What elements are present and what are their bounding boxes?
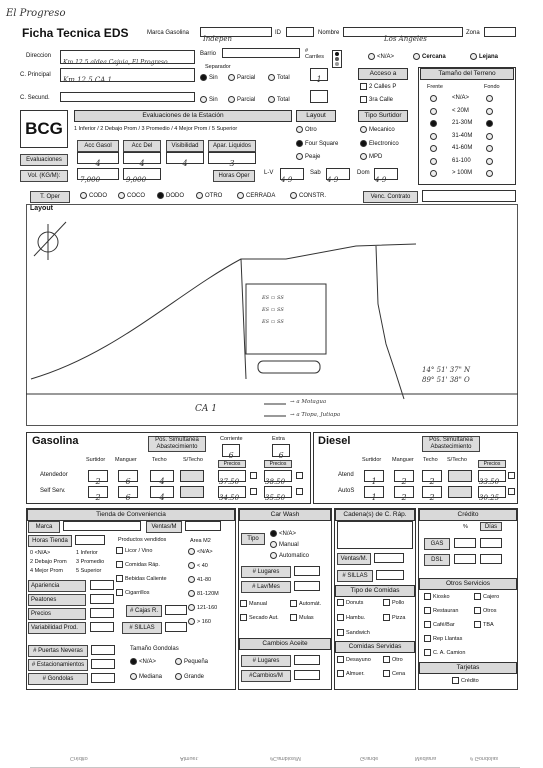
- comida-pollo[interactable]: Pollo: [383, 599, 404, 606]
- dsl-stecho[interactable]: [448, 486, 472, 498]
- eval-apar-liquidos[interactable]: 3: [208, 152, 256, 164]
- toper-codo[interactable]: CODO: [80, 192, 107, 199]
- tipo-comidas-header: Tipo de Comidas: [335, 585, 415, 597]
- acceso-header: Acceso a: [358, 68, 408, 80]
- cw-extra-manual[interactable]: Manual: [240, 600, 267, 607]
- carriles-value: 1: [316, 75, 322, 84]
- frente-option[interactable]: [430, 95, 439, 102]
- fondo-option[interactable]: [486, 170, 495, 177]
- cadena-ventas-field[interactable]: [374, 553, 404, 563]
- layout-four-square[interactable]: Four Square: [296, 140, 338, 147]
- toper-cerrada[interactable]: CERRADA: [237, 192, 275, 199]
- nombre-value: Los Angeles: [384, 35, 427, 43]
- fondo-option[interactable]: [486, 95, 495, 102]
- dsl-col-surtidor: Surtidor: [362, 457, 382, 463]
- eval-col-visibilidad: Visibilidad: [166, 140, 204, 152]
- ca-label: CA 1: [195, 404, 217, 414]
- barrio-field[interactable]: [222, 48, 300, 58]
- tienda-scale-item: 4 Mejor Prom: [30, 568, 64, 574]
- zona-field[interactable]: [484, 27, 516, 37]
- separador-total[interactable]: Total: [268, 74, 290, 81]
- layout-header: Layout: [296, 110, 336, 122]
- cambios-lugares-label: # Lugares: [241, 655, 291, 667]
- servidas-header: Comidas Servidas: [335, 641, 415, 653]
- dsl-techo[interactable]: 2: [422, 470, 442, 482]
- id-field[interactable]: [286, 27, 314, 37]
- venc-contrato-label: Venc. Contrato: [363, 191, 418, 203]
- area-option[interactable]: < 40: [188, 562, 208, 569]
- fondo-option[interactable]: [486, 133, 495, 140]
- direction-note-1: → a Motagua: [290, 399, 327, 405]
- carwash-manual[interactable]: Manual: [270, 541, 299, 548]
- mirrored-footer: Crédito Almuer. #Cambios/M Grande Mediana # Gondolas: [30, 745, 520, 768]
- form-title: Ficha Tecnica EDS: [22, 26, 129, 40]
- tienda-eval-field[interactable]: [90, 580, 114, 590]
- producto-item[interactable]: Licor / Vino: [116, 547, 152, 554]
- servicio-item[interactable]: Cajero: [474, 593, 499, 600]
- csecund-field[interactable]: [60, 92, 195, 102]
- gas-precios-2: Precios: [264, 460, 292, 468]
- gas-surtidor[interactable]: 2: [88, 486, 108, 498]
- servicio-item[interactable]: Rep Llantas: [424, 635, 462, 642]
- gondolas-label: # Gondolas: [28, 673, 88, 685]
- eval-acc-gasol[interactable]: 4: [77, 152, 119, 164]
- surtidor-mpd[interactable]: MPD: [360, 153, 382, 160]
- gas-precio-2[interactable]: 38.50: [264, 470, 292, 482]
- lv-field[interactable]: 4-9: [280, 168, 304, 180]
- id-label: ID: [275, 30, 281, 36]
- fondo-option[interactable]: [486, 120, 495, 127]
- dsl-stecho[interactable]: [448, 470, 472, 482]
- frente-option[interactable]: [430, 145, 439, 152]
- separador-sin[interactable]: Sin: [200, 74, 218, 81]
- estac-field[interactable]: [91, 659, 115, 669]
- tienda-eval-field[interactable]: [90, 608, 114, 618]
- tamano-header: Tamaño del Terreno: [420, 68, 514, 80]
- vol-field-1[interactable]: 7,000: [77, 168, 119, 180]
- pump-marks: ES ▭ SS ES ▭ SS ES ▭ SS: [262, 295, 284, 325]
- handwritten-title: El Progreso: [6, 8, 66, 19]
- separador2-total[interactable]: Total: [268, 96, 290, 103]
- dsl-col-techo: Techo: [423, 457, 438, 463]
- carriles2-field[interactable]: [310, 90, 328, 103]
- fondo-label: Fondo: [484, 84, 500, 90]
- eval-acc-del[interactable]: 4: [123, 152, 161, 164]
- cadena-sillas-field[interactable]: [376, 570, 404, 580]
- cprincipal-field[interactable]: [60, 68, 195, 82]
- cprincipal-value: Km 12.5 CA 1: [63, 76, 112, 84]
- area-option[interactable]: 41-80: [188, 576, 211, 583]
- servicio-item[interactable]: Kiosko: [424, 593, 450, 600]
- tienda-scale-item: 3 Promedio: [76, 559, 105, 565]
- area-option[interactable]: 81-120M: [188, 590, 219, 597]
- coordinates-note: 14° 51' 37" N 89° 51' 38" O: [422, 366, 471, 384]
- toper-otro[interactable]: OTRO: [196, 192, 222, 199]
- corriente-field[interactable]: 6: [222, 444, 240, 457]
- tienda-marca-field[interactable]: [63, 521, 141, 531]
- comida-donuts[interactable]: Donuts: [337, 599, 363, 606]
- comida-pizza[interactable]: Pizza: [383, 614, 405, 621]
- vol-label: Vol. (KG/M):: [20, 170, 68, 182]
- carriles-field[interactable]: [310, 68, 328, 84]
- servicio-item[interactable]: C. A. Camion: [424, 649, 465, 656]
- area-option[interactable]: > 160: [188, 618, 211, 625]
- carwash-lugares-label: # Lugares: [241, 566, 291, 578]
- traffic-light-icon: [332, 50, 342, 68]
- surtidor-header: Tipo Surtidor: [358, 110, 408, 122]
- marca-value: Indepen: [203, 35, 233, 43]
- dom-label: Dom: [357, 170, 370, 176]
- separador-parcial[interactable]: Parcial: [228, 74, 255, 81]
- tienda-scale-item: 2 Debajo Prom: [30, 559, 67, 565]
- cw-extra-automat[interactable]: Automát.: [290, 600, 321, 607]
- producto-item[interactable]: Comidas Ráp.: [116, 561, 160, 568]
- gasolina-pos-label: Pos. Simultanea Abastecimiento: [148, 436, 206, 452]
- comida-sandwich[interactable]: Sandwich: [337, 629, 370, 636]
- gondola-na[interactable]: <N/A>: [130, 658, 156, 665]
- horas-oper-label: Horas Oper: [213, 170, 255, 182]
- fondo-option[interactable]: [486, 108, 495, 115]
- cadena-header: Cadena(s) de C. Ráp.: [335, 509, 415, 521]
- dsl-col-manguer: Manguer: [392, 457, 414, 463]
- horas-tienda-field[interactable]: [75, 535, 105, 545]
- vol-field-2[interactable]: 9,000: [123, 168, 161, 180]
- tienda-eval-label: Apariencia: [28, 580, 86, 592]
- eval-col-acc-del: Acc Del: [123, 140, 161, 152]
- acceso-2calles[interactable]: 2 Calles P: [360, 83, 396, 90]
- credito-col-pct: %: [463, 524, 468, 530]
- layout-peaje[interactable]: Peaje: [296, 153, 320, 160]
- servida-otro[interactable]: Otro: [383, 656, 403, 663]
- gas-row-label: Atendedor: [40, 472, 68, 478]
- carwash-header: Car Wash: [239, 509, 331, 521]
- toper-coco[interactable]: COCO: [118, 192, 145, 199]
- servida-desayuno[interactable]: Desayuno: [337, 656, 371, 663]
- tienda-eval-label: Peatones: [28, 594, 86, 606]
- direccion-value: Km 12.5 aldea Cajuia, El Progreso: [63, 59, 168, 66]
- gas-col-manguer: Manguer: [115, 457, 137, 463]
- servicio-item[interactable]: Café/Bar: [424, 621, 455, 628]
- gas-techo[interactable]: 4: [150, 486, 174, 498]
- tamano-option-label: <N/A>: [452, 95, 470, 101]
- zona-label: Zona: [466, 30, 480, 36]
- cw-extra-mulas[interactable]: Mulas: [290, 614, 314, 621]
- credito-dsl-dias[interactable]: [480, 554, 502, 564]
- tamano-option-label: 31-40M: [452, 132, 473, 139]
- gas-stecho[interactable]: [180, 470, 204, 482]
- sab-field[interactable]: 4-9: [326, 168, 350, 180]
- tamano-option-label: < 20M: [452, 107, 469, 114]
- tamano-option-label: 21-30M: [452, 120, 473, 126]
- productos-label: Productos vendidos: [118, 537, 167, 543]
- dsl-col-stecho: S/Techo: [447, 457, 467, 463]
- gas-techo[interactable]: 4: [150, 470, 174, 482]
- sab-label: Sab: [310, 170, 321, 176]
- scale-text: 1 Inferior / 2 Debajo Prom / 3 Promedio / 4 Mejor Prom / 5 Superior: [74, 126, 238, 132]
- eval-col-apar-liquidos: Apar. Liquidos: [208, 140, 256, 152]
- tienda-scale-item: 1 Inferior: [76, 550, 98, 556]
- servicio-item[interactable]: TBA: [474, 621, 494, 628]
- gas-row-label: Self Serv.: [40, 488, 66, 494]
- dsl-precio[interactable]: 33.50: [478, 470, 506, 482]
- tienda-scale-item: 0 <N/A>: [30, 550, 51, 556]
- tamano-option-label: 61-100: [452, 157, 471, 164]
- gas-col-techo: Techo: [152, 457, 167, 463]
- cambios-mes-label: #Cambios/M: [241, 670, 291, 682]
- dsl-precio[interactable]: 30.25: [478, 486, 506, 498]
- producto-item[interactable]: Cigarrillos: [116, 589, 149, 596]
- tienda-header: Tienda de Conveniencia: [27, 509, 235, 521]
- separador2-parcial[interactable]: Parcial: [228, 96, 255, 103]
- separador-label: Separador: [205, 64, 231, 70]
- gas-stecho[interactable]: [180, 486, 204, 498]
- gas-precio-2[interactable]: 35.50: [264, 486, 292, 498]
- gas-col-stecho: S/Techo: [183, 457, 203, 463]
- servida-almuer[interactable]: Almuer.: [337, 670, 365, 677]
- diesel-pos-label: Pos. Simultanea Abastecimiento: [422, 436, 480, 452]
- cajas-label: # Cajas R.: [126, 605, 162, 617]
- tienda-sillas-label: # SILLAS: [122, 622, 162, 634]
- nombre-label: Nombre: [318, 30, 340, 36]
- gas-precios-1: Precios: [218, 460, 246, 468]
- frente-option[interactable]: [430, 170, 439, 177]
- carwash-tipo-label: Tipo: [241, 533, 265, 545]
- diesel-title: Diesel: [318, 435, 351, 447]
- tienda-eval-label: Variabilidad Prod.: [28, 622, 86, 634]
- extra-label: Extra: [272, 436, 285, 442]
- ubicacion-lejana[interactable]: Lejana: [470, 53, 498, 60]
- frente-label: Frente: [427, 84, 443, 90]
- marca-field[interactable]: [200, 27, 272, 43]
- toper-dodo[interactable]: DODO: [157, 192, 184, 199]
- ubicacion-na[interactable]: <N/A>: [368, 53, 394, 60]
- acceso-3racalle[interactable]: 3ra Calle: [360, 96, 393, 103]
- layout-title: Layout: [30, 205, 53, 212]
- gas-manguer[interactable]: 6: [118, 486, 138, 498]
- fondo-option[interactable]: [486, 158, 495, 165]
- tienda-ventas-field[interactable]: [185, 521, 221, 531]
- carriles-label: # Carriles: [305, 48, 324, 60]
- extra-field[interactable]: 6: [272, 444, 290, 457]
- credito-gas-pct[interactable]: [454, 538, 476, 548]
- frente-option[interactable]: [430, 120, 439, 127]
- gondola-mediana[interactable]: Mediana: [130, 673, 162, 680]
- servida-cena[interactable]: Cena: [383, 670, 405, 677]
- surtidor-mecanico[interactable]: Mecanico: [360, 126, 395, 133]
- tamano-gondolas-label: Tamaño Gondolas: [130, 646, 179, 652]
- tienda-sillas-field[interactable]: [165, 622, 187, 632]
- credito-dsl-pct[interactable]: [454, 554, 476, 564]
- cambios-lugares-field[interactable]: [294, 655, 320, 665]
- cadena-sillas-label: # SILLAS: [337, 570, 373, 582]
- servicio-item[interactable]: Restauran: [424, 607, 458, 614]
- area-option[interactable]: <N/A>: [188, 548, 213, 555]
- toper-constr[interactable]: CONSTR.: [290, 192, 326, 199]
- tarjetas-header: Tarjetas: [419, 662, 517, 674]
- evaluaciones-button[interactable]: Evaluaciones: [20, 154, 68, 166]
- gas-precio-1[interactable]: 34.50: [218, 486, 246, 498]
- frente-option[interactable]: [430, 133, 439, 140]
- cprincipal-label: C. Principal: [20, 72, 51, 78]
- frente-option[interactable]: [430, 158, 439, 165]
- cajas-field[interactable]: [165, 605, 187, 615]
- gas-surtidor[interactable]: 2: [88, 470, 108, 482]
- comida-hambu[interactable]: Hambu.: [337, 614, 365, 621]
- tienda-ventas-label: Ventas/M: [146, 521, 182, 533]
- cadena-ventas-label: Ventas/M.: [337, 553, 371, 565]
- surtidor-electronico[interactable]: Electronico: [360, 140, 399, 147]
- tamano-option-label: > 100M: [452, 170, 473, 176]
- evaluaciones-header: Evaluaciones de la Estación: [74, 110, 292, 122]
- eval-col-acc-gasol: Acc Gasol: [77, 140, 119, 152]
- cw-extra-secado[interactable]: Secado Aut.: [240, 614, 279, 621]
- credito-col-dias: Días: [480, 522, 502, 531]
- direccion-field[interactable]: [60, 50, 195, 64]
- servicio-item[interactable]: Otros: [474, 607, 496, 614]
- tienda-marca-label: Marca: [28, 521, 60, 533]
- tienda-eval-field[interactable]: [90, 594, 114, 604]
- cadena-name-field[interactable]: [337, 521, 413, 549]
- carwash-lugares-field[interactable]: [294, 566, 320, 576]
- nombre-field[interactable]: [343, 27, 463, 43]
- tienda-scale-item: 5 Superior: [76, 568, 102, 574]
- frente-option[interactable]: [430, 108, 439, 115]
- dsl-techo[interactable]: 2: [422, 486, 442, 498]
- credito-gas-dias[interactable]: [480, 538, 502, 548]
- dsl-manguer[interactable]: 2: [394, 470, 414, 482]
- dsl-surtidor[interactable]: 1: [364, 486, 384, 498]
- corriente-label: Corriente: [220, 436, 243, 442]
- lv-label: L-V: [264, 170, 274, 176]
- puertas-field[interactable]: [91, 645, 115, 655]
- venc-contrato-field[interactable]: [422, 190, 516, 202]
- credito-header: Crédito: [419, 509, 517, 521]
- tienda-eval-field[interactable]: [90, 622, 114, 632]
- csecund-label: C. Secund.: [20, 95, 50, 101]
- producto-item[interactable]: Bebidas Caliente: [116, 575, 167, 582]
- bcg-logo: BCG: [20, 110, 68, 148]
- direction-note-2: → a Tiopa, Jutiapa: [290, 412, 341, 418]
- gondolas-field[interactable]: [91, 673, 115, 683]
- estac-label: # Estacionamientos: [28, 659, 88, 671]
- dsl-manguer[interactable]: 2: [394, 486, 414, 498]
- carwash-lavmes-field[interactable]: [294, 581, 320, 591]
- gas-col-surtidor: Surtidor: [86, 457, 106, 463]
- dsl-row-label: Atend: [338, 472, 354, 478]
- otros-servicios-header: Otros Servicios: [419, 578, 517, 590]
- eval-visibilidad[interactable]: 4: [166, 152, 204, 164]
- credito-dsl-label: DSL: [424, 554, 450, 566]
- layout-otro[interactable]: Otro: [296, 126, 317, 133]
- gasolina-title: Gasolina: [32, 435, 79, 447]
- credito-gas-label: GAS: [424, 538, 450, 550]
- tienda-eval-label: Precios: [28, 608, 86, 620]
- toper-label: T. Oper: [30, 191, 70, 203]
- dom-field[interactable]: 4-9: [374, 168, 398, 180]
- cambios-header: Cambios Aceite: [239, 638, 331, 650]
- area-option[interactable]: 121-160: [188, 604, 217, 611]
- area-label: Area M2: [190, 538, 211, 544]
- dsl-surtidor[interactable]: 1: [364, 470, 384, 482]
- separador2-sin[interactable]: Sin: [200, 96, 218, 103]
- marca-label: Marca Gasolina: [147, 30, 190, 36]
- carwash-na[interactable]: <N/A>: [270, 530, 296, 537]
- tamano-option-label: 41-60M: [452, 145, 473, 151]
- tarjeta-credito[interactable]: Crédito: [452, 677, 479, 684]
- gondola-pequena[interactable]: Pequeña: [175, 658, 208, 665]
- gondola-grande[interactable]: Grande: [175, 673, 204, 680]
- barrio-label: Barrio: [200, 51, 217, 57]
- carwash-lavmes-label: # Lav/Mes: [241, 581, 291, 593]
- dsl-precios: Precios: [478, 460, 506, 468]
- horas-tienda-label: Horas Tienda: [28, 535, 72, 547]
- direccion-label: Direccion: [26, 53, 52, 59]
- cambios-mes-field[interactable]: [294, 670, 320, 680]
- carwash-automatico[interactable]: Automatico: [270, 552, 309, 559]
- gas-manguer[interactable]: 6: [118, 470, 138, 482]
- dsl-row-label: AutoS: [338, 488, 355, 494]
- puertas-label: # Puertas Neveras: [28, 645, 88, 657]
- ubicacion-cercana[interactable]: Cercana: [413, 53, 446, 60]
- gas-precio-1[interactable]: 37.50: [218, 470, 246, 482]
- fondo-option[interactable]: [486, 145, 495, 152]
